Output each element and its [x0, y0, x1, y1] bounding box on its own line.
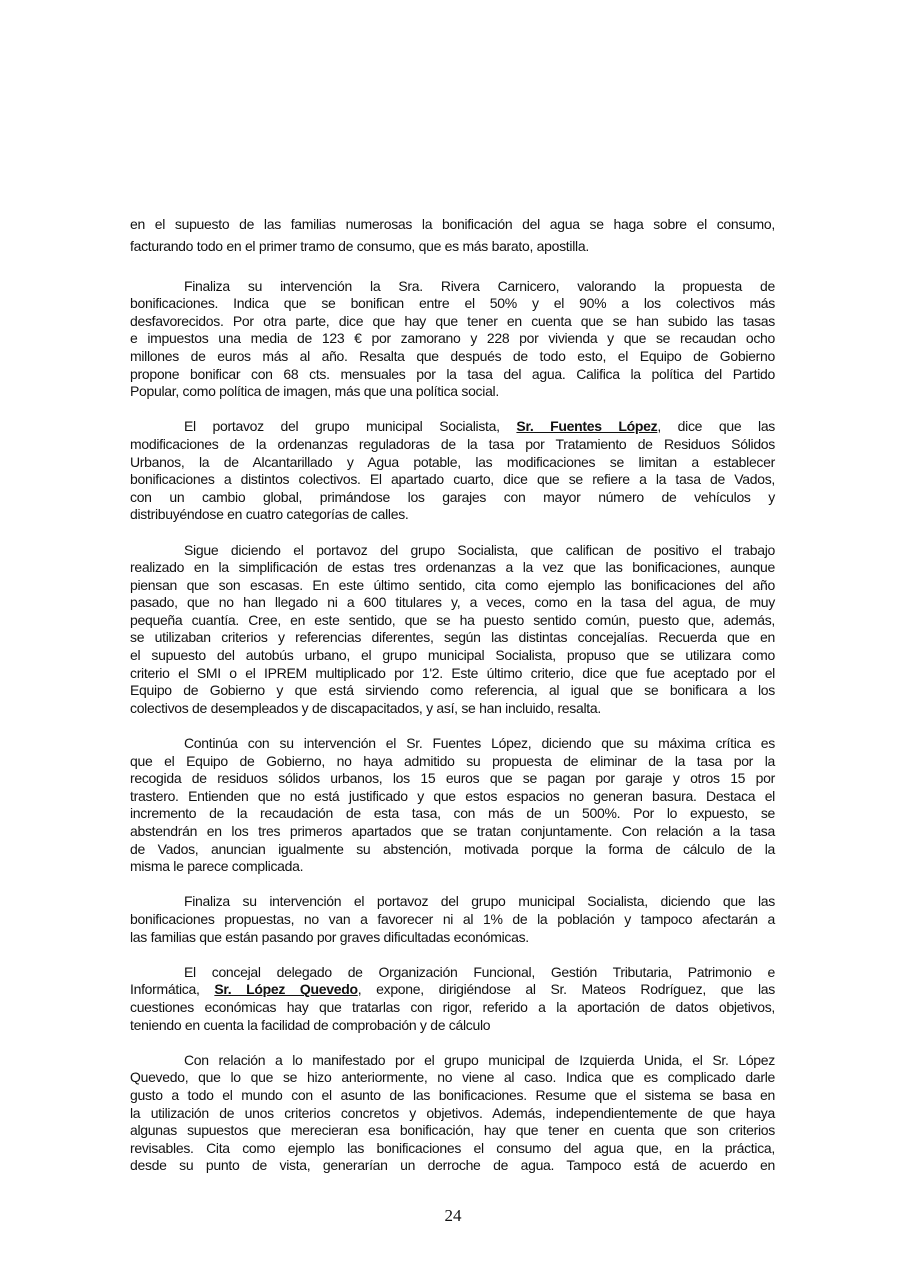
text-line: en el supuesto de las familias numerosas la bonificación del agua se haga sobre el consumo, — [130, 216, 775, 232]
text-line: el supuesto del autobús urbano, el grupo municipal Socialista, propuso que se utilizara como — [130, 647, 775, 664]
text-line: cuestiones económicas hay que tratarlas con rigor, referido a la aportación de datos objetivos, — [130, 998, 775, 1015]
text-line: Sigue diciendo el portavoz del grupo Socialista, que califican de positivo el trabajo — [184, 541, 775, 558]
text-line: con un cambio global, primándose los garajes con mayor número de vehículos y — [130, 488, 775, 505]
page-number: 24 — [444, 1206, 462, 1225]
text-line: misma le parece complicada. — [130, 858, 304, 875]
text-line: Finaliza su intervención el portavoz del grupo municipal Socialista, diciendo que las — [184, 893, 775, 910]
text-line: distribuyéndose en cuatro categorías de calles. — [130, 506, 409, 523]
text-line: criterio el SMI o el IPREM multiplicado por 1'2. Este último criterio, dice que fue aceptado por el — [130, 664, 775, 681]
text-line: realizado en la simplificación de estas tres ordenanzas a la vez que las bonificaciones, aunque — [130, 559, 775, 576]
text-line: bonificaciones a distintos colectivos. El apartado cuarto, dice que se refiere a la tasa de Vados, — [130, 471, 775, 488]
text-line: gusto a todo el mundo con el asunto de las bonificaciones. Resume que el sistema se basa en — [130, 1086, 775, 1103]
text-line: Equipo de Gobierno y que está sirviendo como referencia, al igual que se bonificara a los — [130, 682, 775, 699]
document-body — [130, 216, 775, 1192]
paragraph — [130, 893, 775, 946]
text-line: facturando todo en el primer tramo de consumo, que es más barato, apostilla. — [130, 238, 589, 254]
text-line: modificaciones de la ordenanzas reguladoras de la tasa por Tratamiento de Residuos Sólidos — [130, 435, 775, 452]
text-line: se utilizaban criterios y referencias diferentes, según las distintas concejalías. Recuerda que en — [130, 629, 775, 646]
text-line: bonificaciones. Indica que se bonifican entre el 50% y el 90% a los colectivos más — [130, 295, 775, 312]
text-line: colectivos de desempleados y de discapacitados, y así, se han incluido, resalta. — [130, 699, 601, 716]
text-line: El portavoz del grupo municipal Socialista, Sr. Fuentes López, dice que las — [184, 418, 776, 435]
text-line: incremento de la recaudación de esta tasa, con más de un 500%. Por lo expuesto, se — [130, 805, 775, 822]
paragraph — [130, 216, 775, 256]
text-line: las familias que están pasando por graves dificultadas económicas. — [130, 928, 529, 945]
text-line: piensan que son escasas. En este último sentido, cita como ejemplo las bonificaciones del año — [130, 576, 775, 593]
text-line: que el Equipo de Gobierno, no haya admitido su propuesta de eliminar de la tasa por la — [130, 752, 775, 769]
text-line: Informática, Sr. López Quevedo, expone, dirigiéndose al Sr. Mateos Rodríguez, que las — [130, 981, 775, 998]
text-line: El concejal delegado de Organización Funcional, Gestión Tributaria, Patrimonio e — [184, 963, 775, 980]
paragraph — [130, 418, 775, 524]
text-line: Urbanos, la de Alcantarillado y Agua potable, las modificaciones se limitan a establecer — [130, 453, 775, 470]
speaker-name: Sr. Fuentes López — [516, 418, 658, 435]
text-line: pasado, que no han llegado ni a 600 titulares y, a veces, como en la tasa del agua, de muy — [130, 594, 775, 611]
paragraph — [130, 735, 775, 876]
text-line: bonificaciones propuestas, no van a favorecer ni al 1% de la población y tampoco afectarán a — [130, 910, 775, 927]
paragraph — [130, 1052, 775, 1175]
text-line: de Vados, anuncian igualmente su abstención, motivada porque la forma de cálculo de la — [130, 840, 775, 857]
text-line: e impuestos una media de 123 € por zamorano y 228 por vivienda y que se recaudan ocho — [130, 330, 775, 347]
text-line: trastero. Entienden que no está justificado y que estos espacios no generan basura. Destaca el — [130, 787, 775, 804]
text-line: recogida de residuos sólidos urbanos, los 15 euros que se pagan por garaje y otros 15 por — [130, 770, 775, 787]
text-line: teniendo en cuenta la facilidad de comprobación y de cálculo — [130, 1016, 491, 1033]
text-line: propone bonificar con 68 cts. mensuales por la tasa del agua. Califica la política del Partido — [130, 365, 775, 382]
speaker-name: Sr. López Quevedo — [214, 981, 358, 998]
text-line: abstendrán en los tres primeros apartados que se tratan conjuntamente. Con relación a la tasa — [130, 823, 775, 839]
paragraph — [130, 542, 775, 718]
text-line: Quevedo, que lo que se hizo anteriormente, no viene al caso. Indica que es complicado darle — [130, 1069, 775, 1086]
text-line: pequeña cuantía. Cree, en este sentido, que se ha puesto sentido común, puesto que, además, — [130, 611, 775, 628]
text-line: revisables. Cita como ejemplo las bonificaciones el consumo del agua que, en la práctica, — [130, 1139, 775, 1156]
paragraph — [130, 964, 775, 1034]
text-line: algunas supuestos que merecieran esa bonificación, hay que tener en cuenta que son criterios — [130, 1122, 775, 1139]
text-line: Finaliza su intervención la Sra. Rivera Carnicero, valorando la propuesta de — [184, 277, 775, 294]
text-line: millones de euros más al año. Resalta que después de todo esto, el Equipo de Gobierno — [130, 347, 775, 364]
text-line: Continúa con su intervención el Sr. Fuentes López, diciendo que su máxima crítica es — [184, 735, 775, 752]
text-line: Con relación a lo manifestado por el grupo municipal de Izquierda Unida, el Sr. López — [184, 1051, 775, 1068]
text-line: Popular, como política de imagen, más que una política social. — [130, 383, 499, 400]
paragraph — [130, 278, 775, 401]
text-line: desfavorecidos. Por otra parte, dice que hay que tener en cuenta que se han subido las tasas — [130, 312, 775, 329]
text-line: la utilización de unos criterios concretos y objetivos. Además, independientemente de que haya — [130, 1104, 775, 1121]
text-line: desde su punto de vista, generarían un derroche de agua. Tampoco está de acuerdo en — [130, 1157, 775, 1174]
